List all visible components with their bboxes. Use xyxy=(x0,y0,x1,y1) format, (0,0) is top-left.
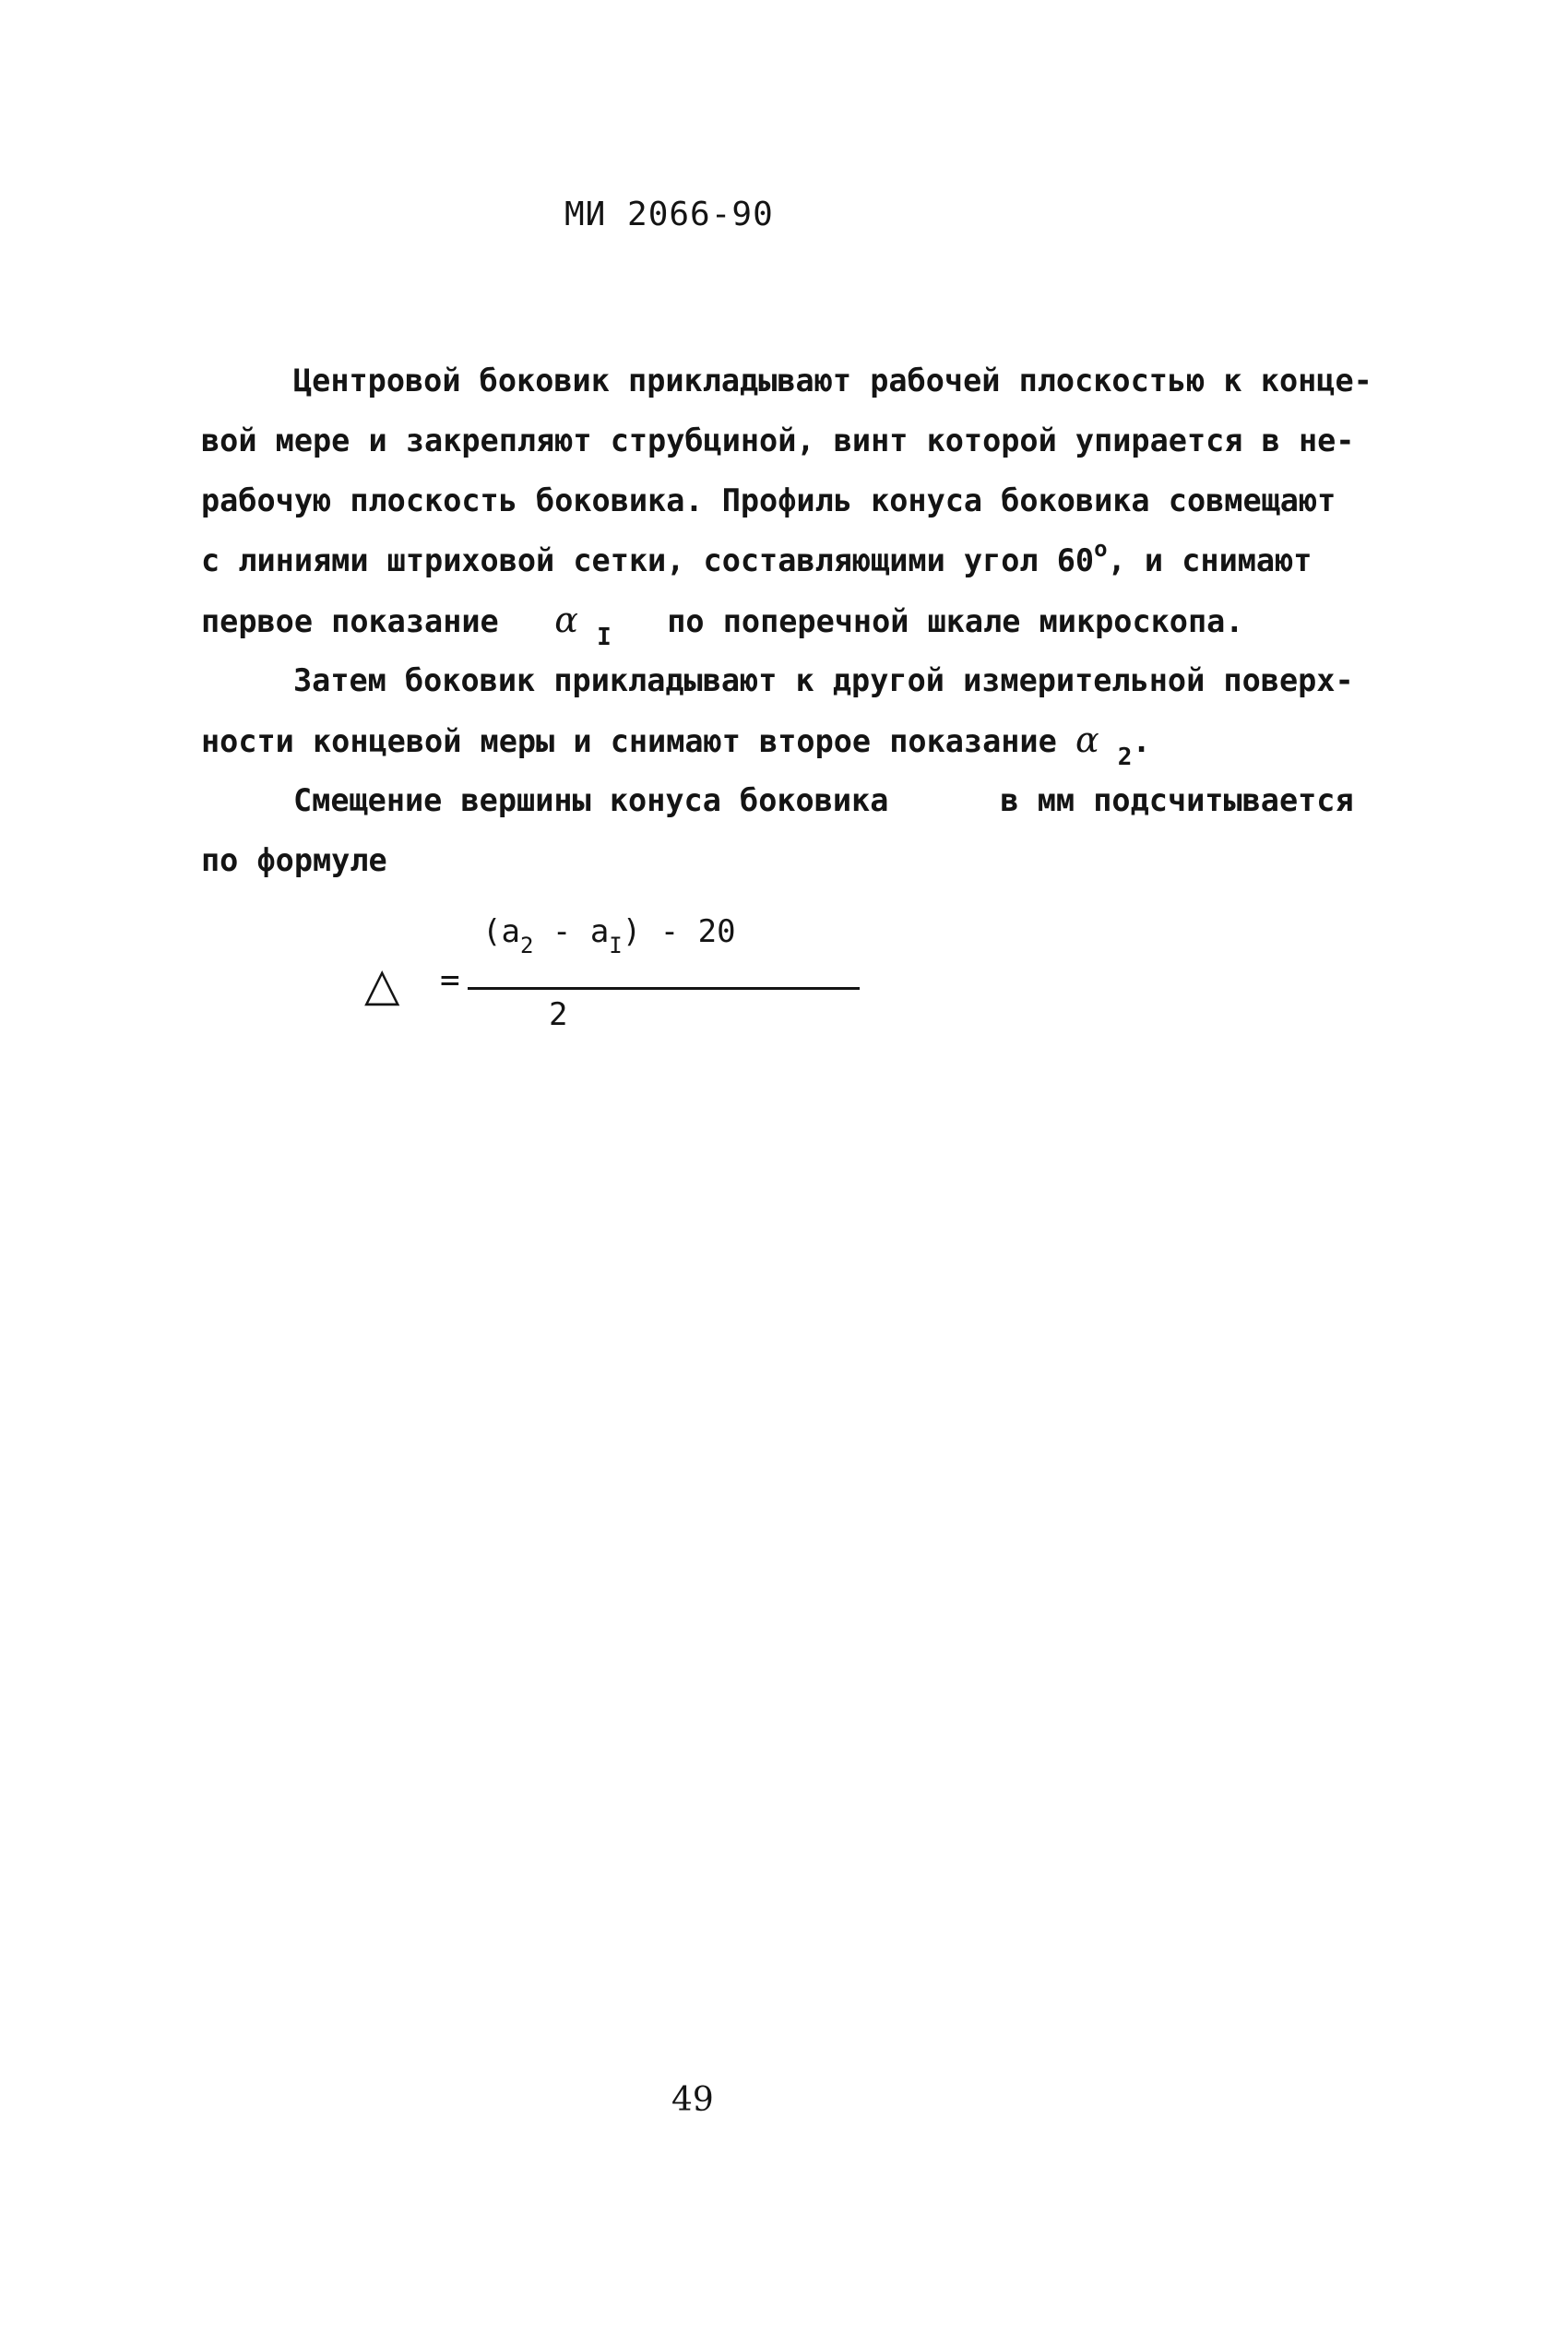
text-line: рабочую плоскость боковика. Профиль конуса боковика совмещают xyxy=(201,482,1336,518)
text-line xyxy=(201,590,1391,650)
text-line: Центровой боковик прикладывают рабочей плоскостью к конце- xyxy=(293,363,1372,399)
text-line xyxy=(201,530,1391,590)
text-segment: ности концевой меры и снимают второе показание xyxy=(201,723,1057,759)
subscript: I xyxy=(609,933,623,958)
subscript: I xyxy=(597,624,612,651)
text-line: Затем боковик прикладывают к другой измерительной поверх- xyxy=(293,662,1354,698)
numerator-part: (a xyxy=(482,913,520,950)
text-segment: первое показание xyxy=(201,603,499,639)
text-segment: с линиями штриховой сетки, составляющими угол 60 xyxy=(201,542,1095,578)
subscript: 2 xyxy=(519,933,534,958)
document-body xyxy=(201,351,1391,890)
alpha-symbol: α xyxy=(554,600,578,640)
text-segment: в мм подсчитывается xyxy=(1000,782,1354,818)
text-line: вой мере и закрепляют струбциной, винт которой упирается в не- xyxy=(201,422,1355,458)
document-code-header: МИ 2066-90 xyxy=(564,196,774,233)
formula-numerator xyxy=(482,913,736,958)
equals-sign: = xyxy=(440,961,460,999)
numerator-part: ) - 20 xyxy=(622,913,736,950)
subscript: 2 xyxy=(1117,744,1133,771)
fraction-bar xyxy=(468,987,860,990)
numerator-part: - a xyxy=(533,913,610,950)
text-line xyxy=(201,710,1391,770)
text-segment: , и снимают xyxy=(1107,542,1313,578)
alpha-symbol: α xyxy=(1075,720,1099,760)
text-segment: Смещение вершины конуса боковика xyxy=(293,782,889,818)
formula-denominator: 2 xyxy=(549,996,568,1033)
text-segment: . xyxy=(1132,723,1151,759)
degree-superscript: о xyxy=(1094,536,1108,562)
text-line: по формуле xyxy=(201,842,387,878)
delta-symbol: △ xyxy=(364,958,400,1011)
page-number: 49 xyxy=(671,2081,714,2119)
displacement-formula xyxy=(364,913,881,1042)
text-segment: по поперечной шкале микроскопа. xyxy=(667,603,1244,639)
text-line xyxy=(201,770,1391,830)
